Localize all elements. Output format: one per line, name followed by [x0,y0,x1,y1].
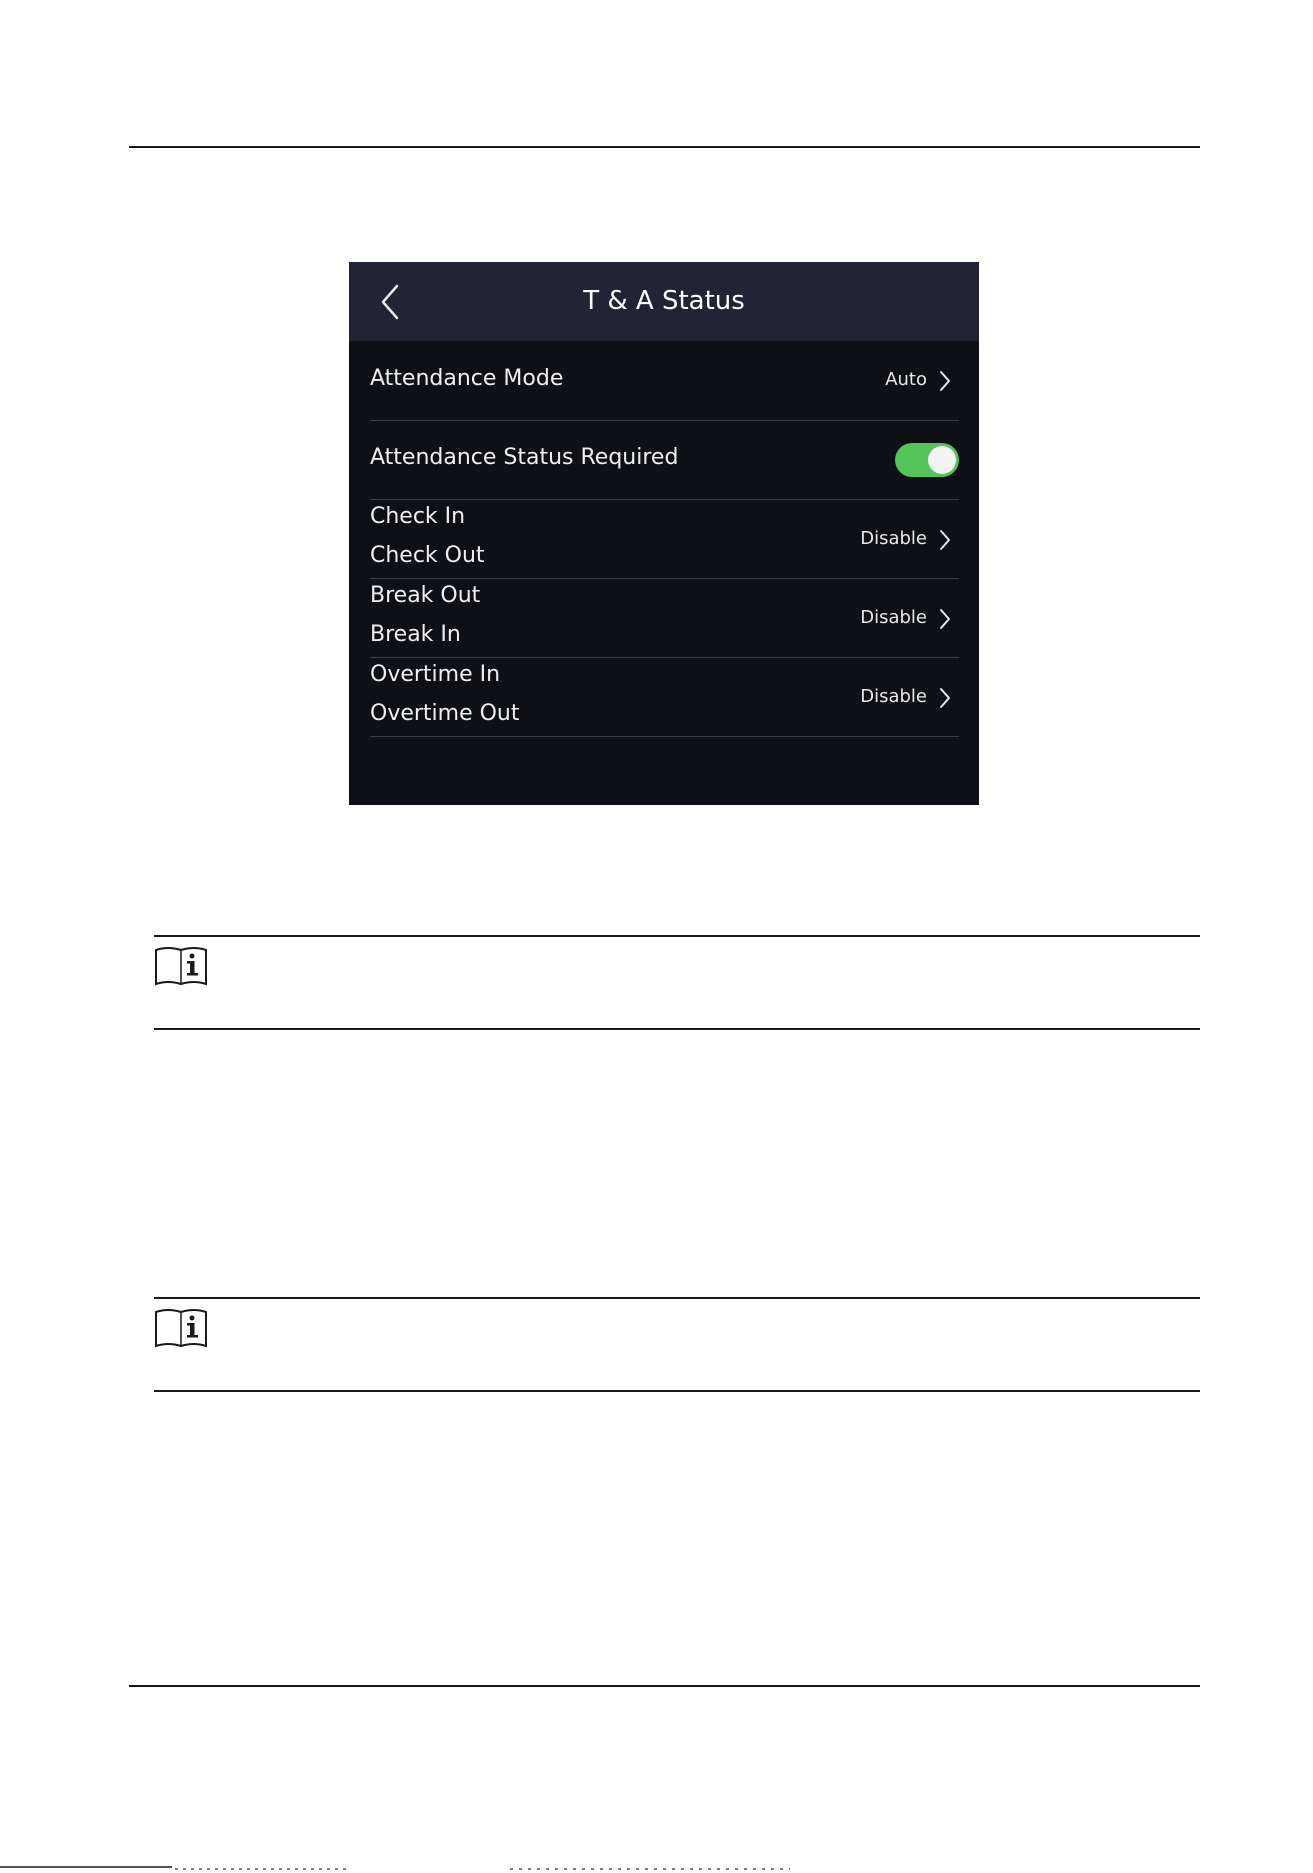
footer-rule [129,1685,1200,1687]
note-box [154,1297,1200,1392]
toggle-knob [928,446,956,474]
attendance-status-required-label: Attendance Status Required [370,445,679,470]
attendance-mode-row[interactable] [370,341,959,421]
attendance-status-required-row [370,421,959,500]
header-rule [129,146,1200,148]
device-screen [349,262,979,805]
back-button[interactable] [371,280,415,324]
attendance-mode-value: Auto [885,369,927,390]
chevron-right-icon [937,686,953,710]
break-out-in-value: Disable [860,607,927,628]
attendance-mode-label: Attendance Mode [370,366,564,391]
overtime-in-out-row[interactable] [370,658,959,737]
page-edge-marks [0,1866,1313,1873]
check-in-label: Check In [370,504,466,529]
check-in-out-row[interactable] [370,500,959,579]
chevron-left-icon [371,280,415,324]
info-book-icon [154,1306,208,1350]
overtime-out-label: Overtime Out [370,701,520,726]
chevron-right-icon [937,528,953,552]
check-out-label: Check Out [370,543,485,568]
break-out-in-row[interactable] [370,579,959,658]
chevron-right-icon [937,369,953,393]
overtime-in-label: Overtime In [370,662,501,687]
check-in-out-value: Disable [860,528,927,549]
break-in-label: Break In [370,622,461,647]
overtime-in-out-value: Disable [860,686,927,707]
top-bar [349,262,979,341]
attendance-status-toggle[interactable] [895,443,959,477]
chevron-right-icon [937,607,953,631]
info-book-icon [154,944,208,988]
note-box [154,935,1200,1030]
page-title: T & A Status [583,286,745,316]
break-out-label: Break Out [370,583,481,608]
